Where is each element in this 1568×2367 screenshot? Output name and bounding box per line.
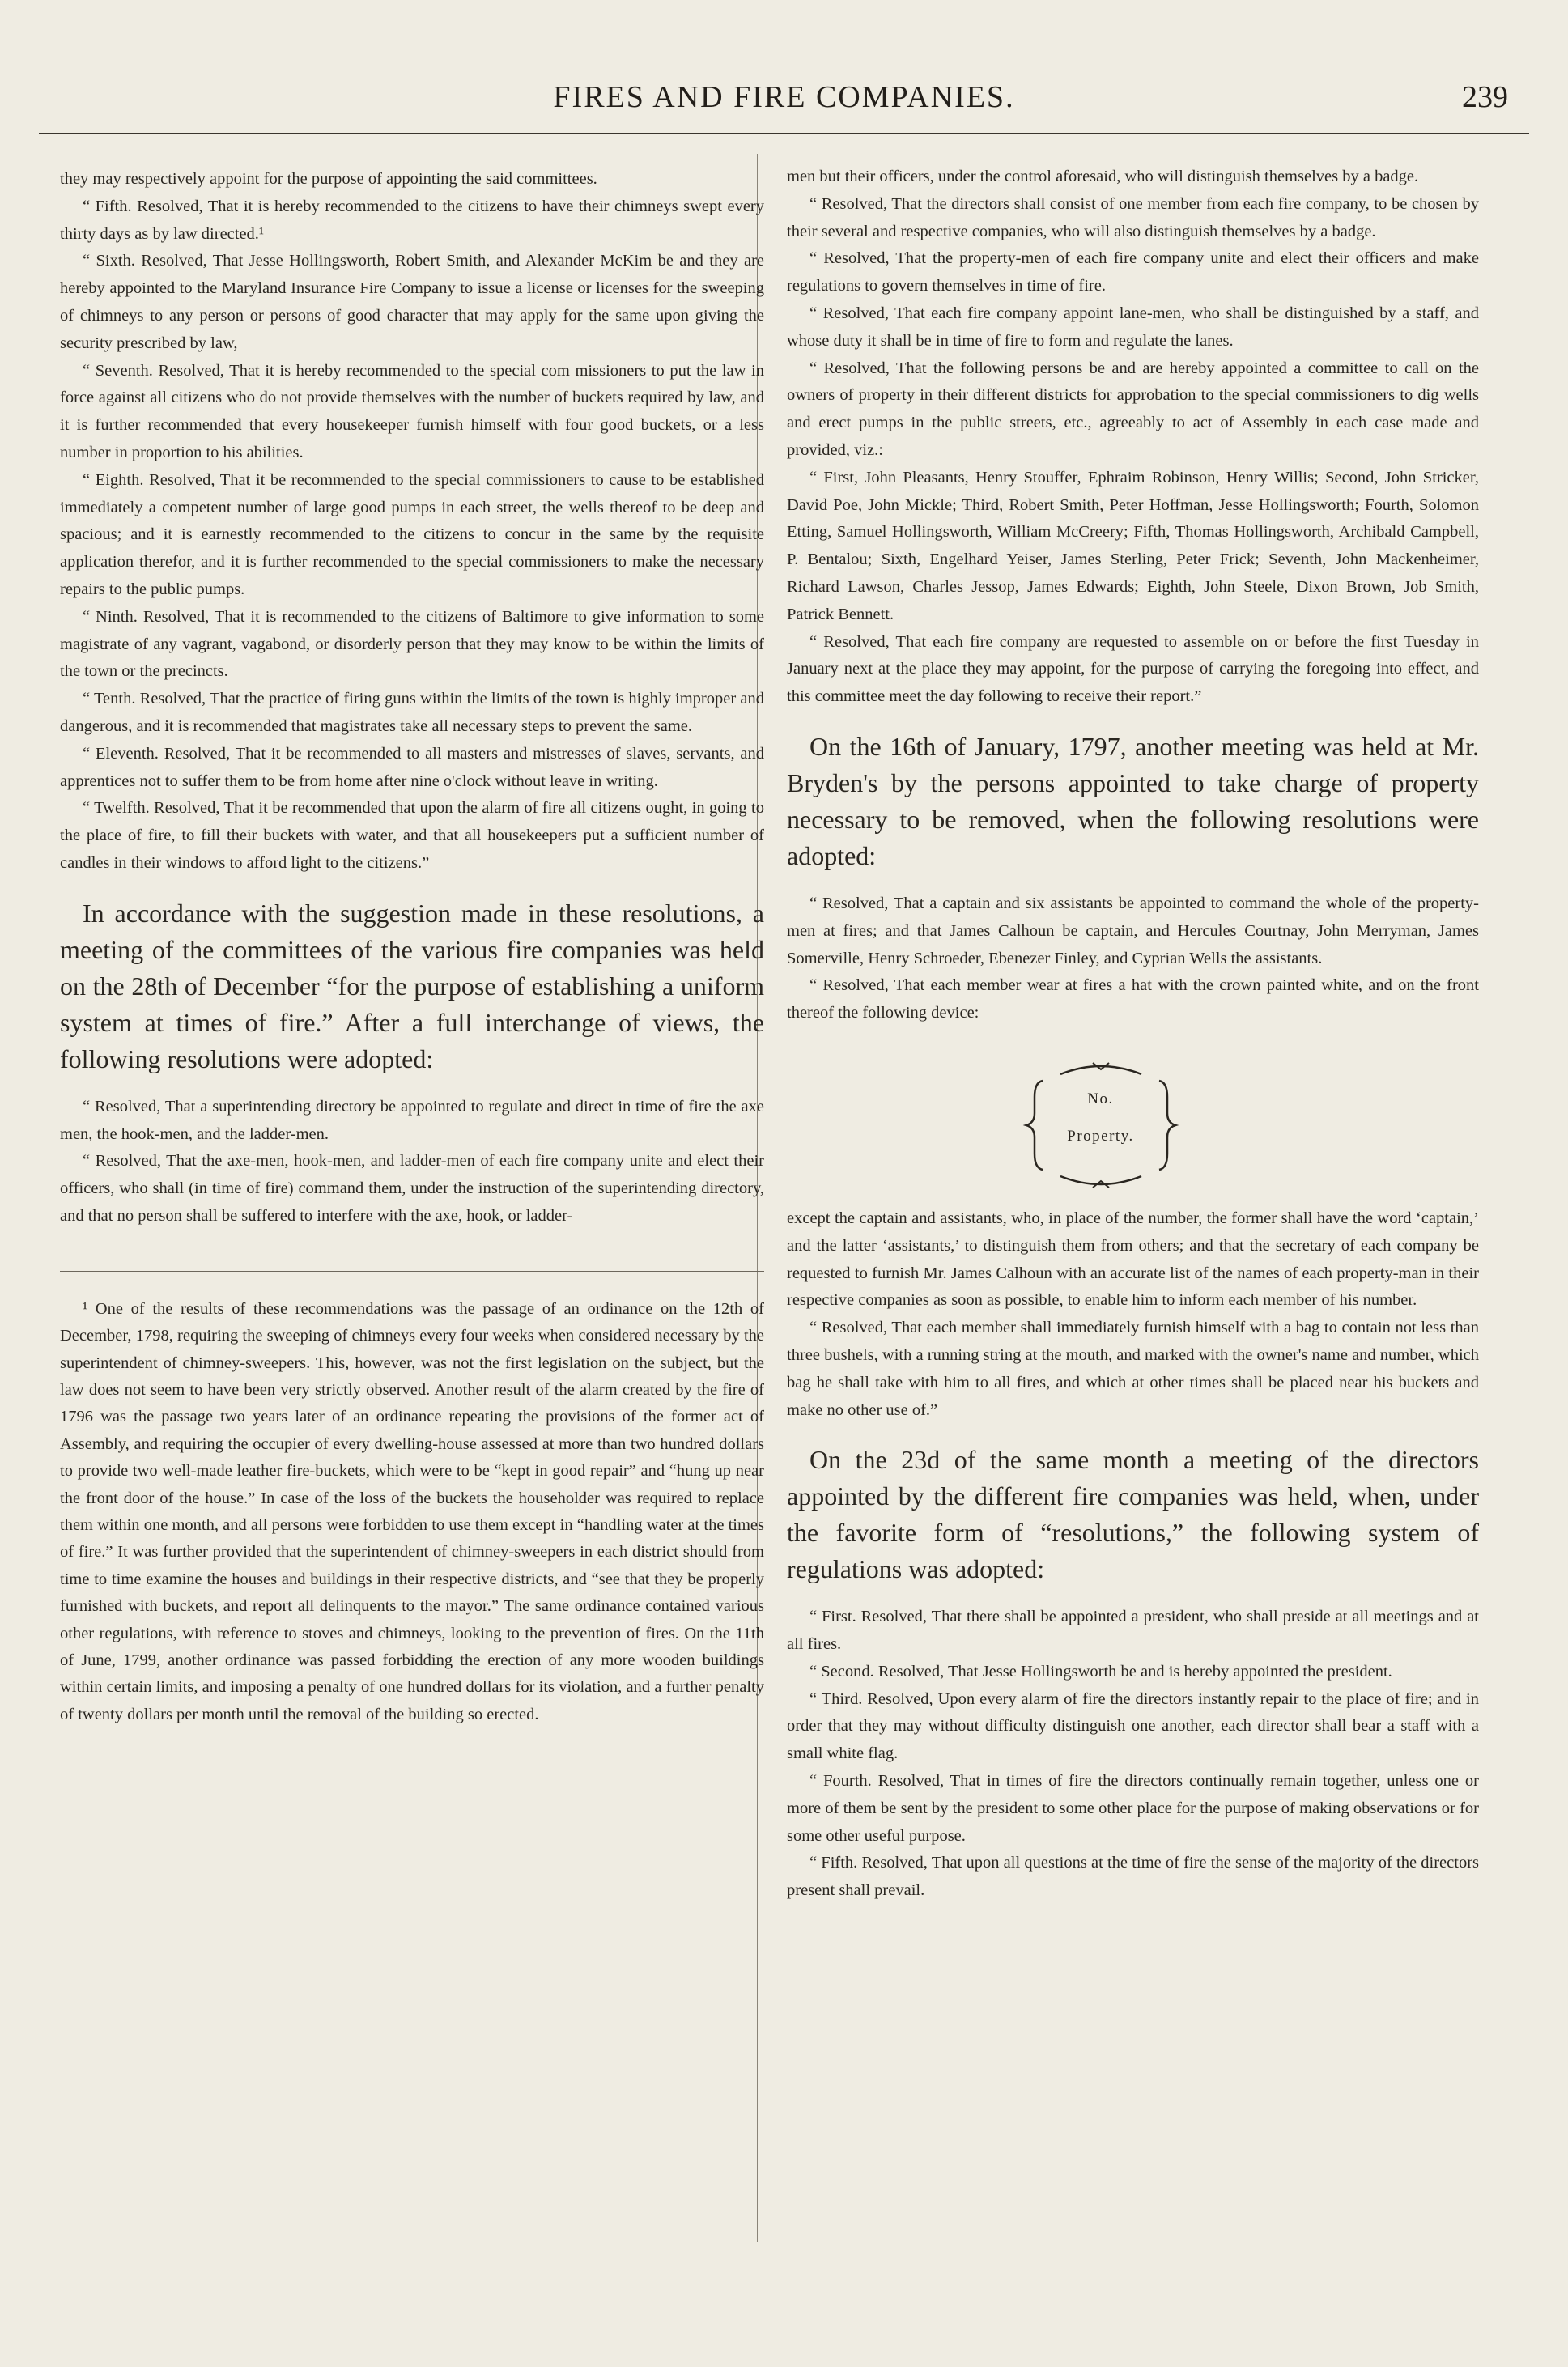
narrative-paragraph: On the 16th of January, 1797, another meeting was held at Mr. Bryden's by the persons appointed to take charge of property necessary to be removed, when the following resolutions were adopted: [787,731,1479,870]
resolution-sixth: “ Sixth. Resolved, That Jesse Hollingsworth, Robert Smith, and Alexander McKim be and they are hereby appointed to the Maryland Insurance Fire Company to issue a license or licenses for the sweeping of chimneys to any person or persons of good character that may apply for the same upon giving the security prescribed by law, [60,252,764,352]
resolution-paragraph: “ Resolved, That each fire company are requested to assemble on or before the first Tuesday in January next at the place they may appoint, for the purpose of carrying the foregoing into effect, and this committee meet the day following to receive their report.” [787,632,1479,706]
resolution-eleventh: “ Eleventh. Resolved, That it be recommended to all masters and mistresses of slaves, servants, and apprentices not to suffer them to be from home after nine o'clock without leave in writing. [60,744,764,790]
resolution-paragraph: “ Resolved, That each member shall immediately furnish himself with a bag to contain not less than three bushels, with a running string at the mouth, and marked with the owner's name and number, which bag he shall take with him to all fires, and which at other times shall be placed near his buckets and make no other use of.” [787,1319,1479,1419]
emblem-bracket-icon [1004,1048,1198,1194]
emblem-property-label: Property. [1067,1127,1134,1145]
resolution-ninth: “ Ninth. Resolved, That it is recommended to the citizens of Baltimore to give information to some magistrate of any vagrant, vagabond, or disorderly person that they may know to be within the limits of the town or the precincts. [60,607,764,681]
hat-device-emblem [1004,1048,1198,1194]
right-column [787,164,1479,1905]
resolution-first: “ First. Resolved, That there shall be appointed a president, who shall preside at all meetings and at all fires. [787,1608,1479,1654]
resolution-fifth: “ Fifth. Resolved, That upon all questions at the time of fire the sense of the majority of the directors present shall prevail. [787,1854,1479,1900]
running-title: FIRES AND FIRE COMPANIES. [553,80,1015,114]
narrative-paragraph: In accordance with the suggestion made in these resolutions, a meeting of the committees of the various fire companies was held on the 28th of December “for the purpose of establishing a uniform system at times of fire.” After a full interchange of views, the following resolutions were adopted: [60,898,764,1073]
resolution-second: “ Second. Resolved, That Jesse Hollingsworth be and is hereby appointed the president. [809,1662,1392,1681]
paragraph: men but their officers, under the control aforesaid, who will distinguish themselves by a badge. [787,168,1419,185]
page-header [39,79,1529,128]
resolution-paragraph: “ Resolved, That the directors shall consist of one member from each fire company, to be chosen by their several and respective companies, who will also distinguish themselves by a badge. [787,194,1479,240]
paragraph: except the captain and assistants, who, in place of the number, the former shall have the word ‘captain,’ and the latter ‘assistants,’ to distinguish them from others; and that the secretary of each company be requested to furnish Mr. James Calhoun with an accurate list of the names of each property-man in their respective companies as soon as possible, to enable him to inform each member of his number. [787,1209,1479,1310]
emblem-number-label: No. [1087,1090,1114,1107]
resolution-paragraph: “ Resolved, That the axe-men, hook-men, and ladder-men of each fire company unite and elect their officers, who shall (in time of fire) command them, under the instruction of the superintending directory, and that no person shall be suffered to interfere with the axe, hook, or ladder- [60,1152,764,1225]
committee-list: “ First, John Pleasants, Henry Stouffer, Ephraim Robinson, Henry Willis; Second, John Stricker, David Poe, John Mickle; Third, Robert Smith, Peter Hoffman, Jesse Hollingsworth; Fourth, Solomon Etting, Samuel Hollingsworth, William McCreery; Fifth, Thomas Hollingsworth, Archibald Campbell, P. Bentalou; Sixth, Engelhard Yeiser, James Sterling, Peter Frick; Seventh, John Mackenheimer, Richard Lawson, Charles Jessop, James Edwards; Eighth, John Steele, Dixon Brown, Job Smith, Patrick Bennett. [787,468,1479,623]
resolution-fourth: “ Fourth. Resolved, That in times of fire the directors continually remain together, unless one or more of them be sent by the president to some other place for the purpose of making observations or for some other useful purpose. [787,1772,1479,1845]
resolution-paragraph: “ Resolved, That the following persons be and are hereby appointed a committee to call on the owners of property in their different districts for approbation to the special commissioners to dig wells and erect pumps in the public streets, etc., agreeably to act of Assembly in each case made and provided, viz.: [787,359,1479,459]
resolution-fifth: “ Fifth. Resolved, That it is hereby recommended to the citizens to have their chimneys swept every thirty days as by law directed.¹ [60,197,764,243]
resolution-paragraph: “ Resolved, That the property-men of each fire company unite and elect their officers and make regulations to govern themselves in time of fire. [787,249,1479,295]
resolution-paragraph: “ Resolved, That each member wear at fires a hat with the crown painted white, and on the front thereof the following device: [787,976,1479,1022]
left-column [60,166,764,1728]
footnote: ¹ One of the results of these recommendations was the passage of an ordinance on the 12th of December, 1798, requiring the sweeping of chimneys every four weeks when considered necessary by the superintendent of chimney-sweepers. This, however, was not the first legislation on the subject, but the law does not seem to have been very strictly observed. Another result of the alarm created by the fire of 1796 was the passage two years later of an ordinance repeating the provisions of the former act of Assembly, and requiring the occupier of every dwelling-house assessed at more than two hundred dollars to provide two well-made leather fire-buckets, which were to be “kept in good repair” and “hung up near the front door of the house.” In case of the loss of the buckets the householder was required to replace them within one month, and all persons were forbidden to use them except in “handling water at the times of fire.” It was further provided that the superintendent of chimney-sweepers in each district should from time to time examine the houses and buildings in their respective districts, and “see that they be properly furnished with buckets, and report all delinquents to the mayor.” The same ordinance contained various other regulations, with reference to stoves and chimneys, looking to the prevention of fires. On the 11th of June, 1799, another ordinance was passed forbidding the erection of any more wooden buildings within certain limits, and imposing a penalty of one hundred dollars for its violation, and a further penalty of twenty dollars per month until the removal of the building so erected. [60,1299,764,1723]
resolution-tenth: “ Tenth. Resolved, That the practice of firing guns within the limits of the town is highly improper and dangerous, and it is recommended that magistrates take all necessary steps to prevent the same. [60,690,764,735]
resolution-seventh: “ Seventh. Resolved, That it is hereby recommended to the special com missioners to put the law in force against all citizens who do not provide themselves with the number of buckets required by law, and it is further recommended that every housekeeper furnish himself with four good buckets, or a less number in proportion to his abilities. [60,361,764,461]
resolution-paragraph: “ Resolved, That each fire company appoint lane-men, who shall be distinguished by a staff, and whose duty it shall be in time of fire to form and regulate the lanes. [787,304,1479,350]
page-number: 239 [1462,80,1508,114]
resolution-third: “ Third. Resolved, Upon every alarm of fire the directors instantly repair to the place of fire; and in order that they may without difficulty distinguish one another, each director shall bear a staff with a small white flag. [787,1689,1479,1763]
header-rule [39,133,1529,134]
paragraph: they may respectively appoint for the purpose of appointing the said committees. [60,170,597,188]
resolution-twelfth: “ Twelfth. Resolved, That it be recommended that upon the alarm of fire all citizens ought, in going to the place of fire, to fill their buckets with water, and that all housekeepers put a sufficient number of candles in their windows to afford light to the citizens.” [60,799,764,872]
narrative-paragraph: On the 23d of the same month a meeting of the directors appointed by the different fire companies was held, when, under the favorite form of “resolutions,” the following system of regulations was adopted: [787,1445,1479,1584]
resolution-paragraph: “ Resolved, That a captain and six assistants be appointed to command the whole of the property-men at fires; and that James Calhoun be captain, and Hercules Courtnay, John Merryman, James Somerville, Henry Schroeder, Ebenezer Finley, and Cyprian Wells the assistants. [787,894,1479,967]
resolution-eighth: “ Eighth. Resolved, That it be recommended to the special commissioners to cause to be established immediately a competent number of large good pumps in each street, the wells thereof to be deep and spacious; and it is earnestly recommended to the citizens to concur in the same by the requisite application therefor, and it is further recommended to the special commissioners to make the necessary repairs to the public pumps. [60,470,764,598]
footnote-rule [60,1271,764,1272]
resolution-paragraph: “ Resolved, That a superintending directory be appointed to regulate and direct in time of fire the axe men, the hook-men, and the ladder-men. [60,1097,764,1143]
